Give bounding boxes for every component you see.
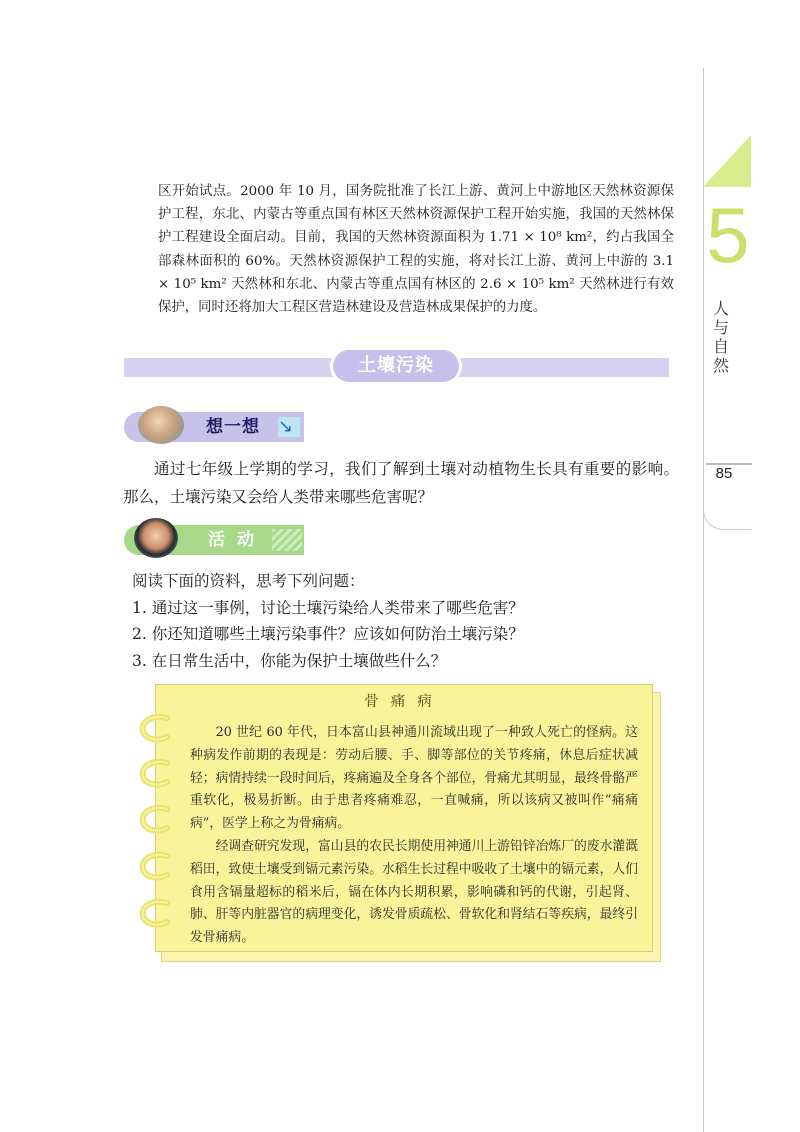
page-edge-curve (703, 485, 751, 530)
chapter-number: 5 (706, 191, 750, 279)
think-question (123, 455, 679, 511)
activity-stripes (272, 529, 302, 551)
think-question-text: 通过七年级上学期的学习，我们了解到土壤对动植物生长具有重要的影响。那么，土壤污染又会给人类带来哪些危害呢？ (123, 460, 679, 506)
spiral-ring-icon (137, 712, 179, 746)
page-edge-line (703, 68, 704, 1132)
story-title: 骨痛病 (364, 694, 444, 710)
spiral-ring-icon (137, 757, 179, 791)
think-label: 想一想 (206, 417, 260, 437)
activity-label: 活动 (208, 530, 266, 550)
spiral-ring-icon (137, 897, 179, 931)
arrow-down-right-icon: ↘ (278, 417, 300, 437)
spiral-ring-icon (137, 803, 179, 837)
student-thinking-photo (138, 406, 184, 444)
story-paragraph: 经调查研究发现，富山县的农民长期使用神通川上游铅锌冶炼厂的废水灌溉稻田，致使土壤受到镉元素污染。水稻生长过程中吸收了土壤中的镉元素，人们食用含镉量超标的稻米后，镉在体内长期积累，影响磷和钙的代谢，引起肾、肺、肝等内脏器官的病理变化，诱发骨质疏松、骨软化和肾结石等疾病，最终引发骨痛病。 (190, 838, 638, 946)
activity-question: 1. 通过这一事例，讨论土壤污染给人类带来了哪些危害？ (132, 598, 524, 617)
activity-question: 3. 在日常生活中，你能为保护土壤做些什么？ (132, 651, 447, 670)
section-title: 土壤污染 (333, 350, 459, 382)
activity-list (132, 568, 672, 674)
page-number: 85 (715, 465, 733, 482)
chapter-tab-corner (703, 135, 751, 187)
activity-intro: 阅读下面的资料，思考下列问题： (132, 572, 365, 590)
story-paragraph: 20 世纪 60 年代，日本富山县神通川流域出现了一种致人死亡的怪病。这种病发作前期的表现是：劳动后腰、手、脚等部位的关节疼痛，休息后症状减轻；病情持续一段时间后，疼痛遍及全身各个部位，骨痛尤其明显，最终骨骼严重软化，极易折断。由于患者疼痛难忍，一直喊痛，所以该病又被叫作“痛痛病”，医学上称之为骨痛病。 (190, 725, 638, 832)
spiral-ring-icon (137, 850, 179, 884)
activity-question: 2. 你还知道哪些土壤污染事件？应该如何防治土壤污染？ (132, 625, 524, 643)
intro-paragraph: 区开始试点。2000 年 10 月，国务院批准了长江上游、黄河上中游地区天然林资源保护工程，东北、内蒙古等重点国有林区天然林资源保护工程开始实施，我国的天然林保护工程建设全面启动。目前，我国的天然林资源面积为 1.71 × 10⁸ km²，约占我国全部森林面积的 60%。天然林资源保护工程的实施，将对长江上游、黄河上中游的 3.1 × 10⁵ km² 天然林和东北、内蒙古等重点国有林区的 2.6 × 10⁵ km² 天然林进行有效保护，同时还将加大工程区营造林建设及营造林成果保护的力度。 (158, 184, 674, 316)
student-activity-photo (134, 518, 178, 558)
story-text (190, 722, 638, 950)
chapter-title: 人与自然 (712, 301, 729, 375)
